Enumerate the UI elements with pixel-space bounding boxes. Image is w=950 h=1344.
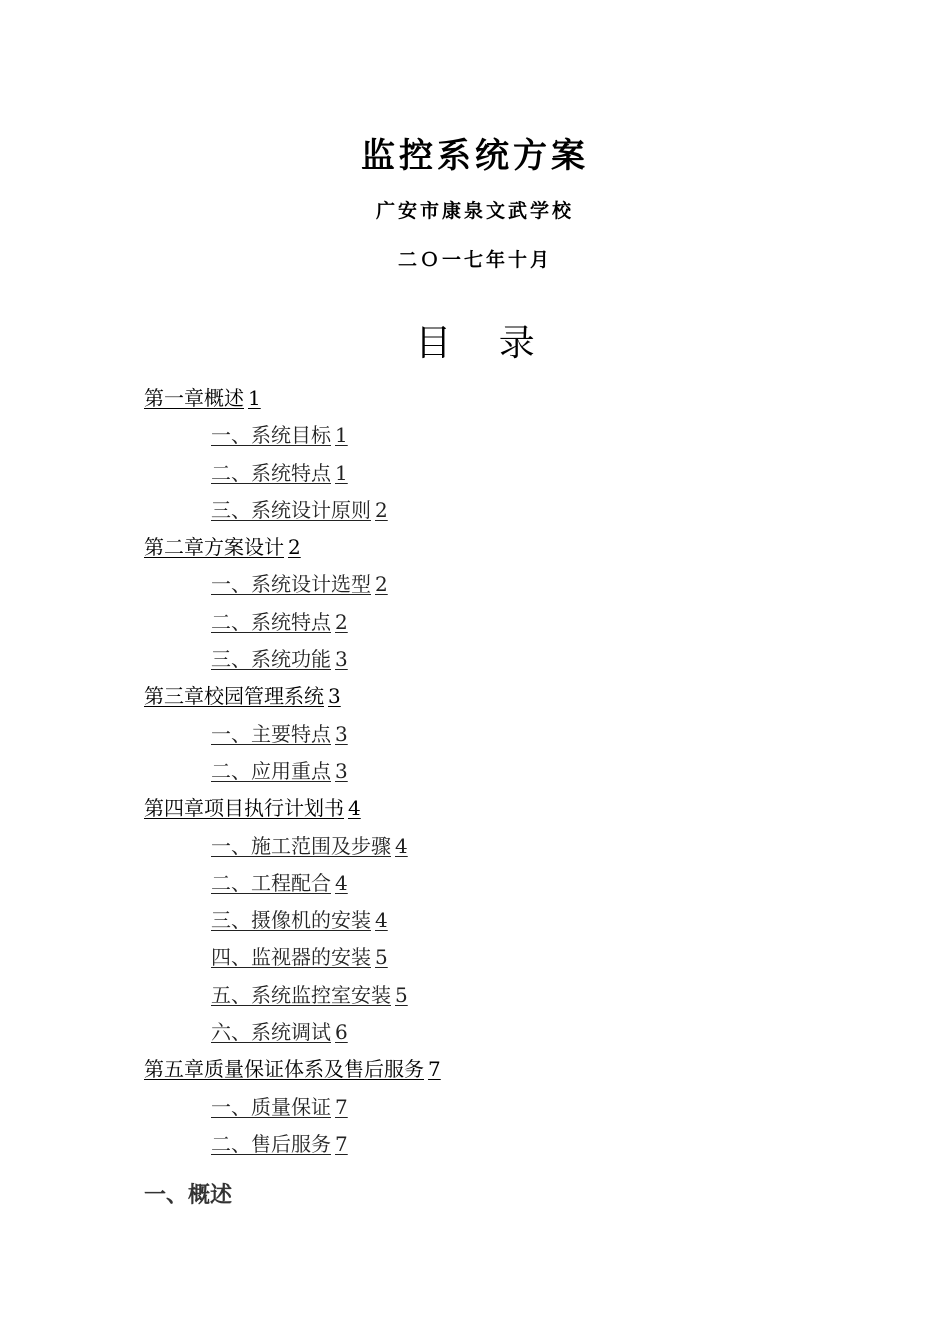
toc-entry-text: 六、系统调试 bbox=[211, 1020, 331, 1045]
toc-link[interactable] bbox=[211, 461, 348, 485]
toc-page-number: 5 bbox=[375, 945, 388, 970]
toc-link[interactable] bbox=[211, 423, 348, 447]
toc-page-number: 1 bbox=[335, 423, 348, 448]
toc-section-entry bbox=[144, 828, 844, 865]
toc-link[interactable] bbox=[211, 908, 388, 932]
toc-entry-text: 二、应用重点 bbox=[211, 758, 331, 783]
toc-entry-text: 第五章质量保证体系及售后服务 bbox=[144, 1057, 424, 1082]
toc-section-entry bbox=[144, 566, 844, 603]
toc-link[interactable] bbox=[211, 647, 348, 671]
toc-page-number: 2 bbox=[288, 535, 301, 560]
toc-page-number: 6 bbox=[335, 1020, 348, 1045]
toc-link[interactable] bbox=[144, 796, 361, 820]
toc-entry-text: 一、施工范围及步骤 bbox=[211, 833, 391, 858]
toc-chapter-entry bbox=[144, 790, 844, 827]
toc-section-entry bbox=[144, 604, 844, 641]
toc-page-number: 2 bbox=[375, 497, 388, 522]
toc-entry-text: 一、主要特点 bbox=[211, 721, 331, 746]
toc-link[interactable] bbox=[211, 1132, 348, 1156]
toc-section-entry bbox=[144, 641, 844, 678]
toc-link[interactable] bbox=[211, 834, 408, 858]
toc-link[interactable] bbox=[211, 610, 348, 634]
toc-page-number: 2 bbox=[375, 572, 388, 597]
toc-link[interactable] bbox=[144, 386, 261, 410]
toc-link[interactable] bbox=[211, 983, 408, 1007]
toc-section-entry bbox=[144, 977, 844, 1014]
toc-entry-text: 四、监视器的安装 bbox=[211, 945, 371, 970]
toc-section-entry bbox=[144, 1089, 844, 1126]
toc-section-entry bbox=[144, 455, 844, 492]
toc-link[interactable] bbox=[211, 1020, 348, 1044]
toc-section-entry bbox=[144, 417, 844, 454]
toc-chapter-entry bbox=[144, 678, 844, 715]
toc-page-number: 5 bbox=[395, 982, 408, 1007]
toc-section-entry bbox=[144, 939, 844, 976]
toc-page-number: 2 bbox=[335, 609, 348, 634]
toc-page-number: 3 bbox=[328, 684, 341, 709]
toc-section-entry bbox=[144, 865, 844, 902]
toc-chapter-entry bbox=[144, 380, 844, 417]
toc-entry-text: 三、系统设计原则 bbox=[211, 497, 371, 522]
toc-entry-text: 二、售后服务 bbox=[211, 1131, 331, 1156]
toc-entry-text: 一、系统设计选型 bbox=[211, 572, 371, 597]
toc-link[interactable] bbox=[144, 684, 341, 708]
toc-page-number: 1 bbox=[248, 386, 261, 410]
toc-entry-text: 一、质量保证 bbox=[211, 1094, 331, 1119]
toc-entry-text: 三、系统功能 bbox=[211, 647, 331, 672]
toc-link[interactable] bbox=[144, 535, 301, 559]
toc-section-entry bbox=[144, 753, 844, 790]
toc-page-number: 3 bbox=[335, 758, 348, 783]
toc-heading: 目 录 bbox=[415, 323, 553, 364]
toc-section-entry bbox=[144, 716, 844, 753]
toc-page-number: 4 bbox=[348, 796, 361, 821]
toc-section-entry bbox=[144, 492, 844, 529]
section-heading: 一、概述 bbox=[144, 1182, 233, 1208]
toc-link[interactable] bbox=[211, 945, 388, 969]
document-title: 监控系统方案 bbox=[361, 136, 589, 176]
toc-chapter-entry bbox=[144, 1051, 844, 1088]
toc-page-number: 4 bbox=[335, 870, 348, 895]
toc-entry-text: 二、系统特点 bbox=[211, 609, 331, 634]
toc-page-number: 7 bbox=[428, 1057, 441, 1082]
toc-entry-text: 二、工程配合 bbox=[211, 870, 331, 895]
toc-entry-text: 第四章项目执行计划书 bbox=[144, 796, 344, 821]
toc-page-number: 3 bbox=[335, 721, 348, 746]
toc-link[interactable] bbox=[211, 572, 388, 596]
toc-page-number: 1 bbox=[335, 460, 348, 485]
school-name: 广安市康泉文武学校 bbox=[375, 200, 574, 222]
toc-link[interactable] bbox=[211, 1095, 348, 1119]
toc-chapter-entry bbox=[144, 529, 844, 566]
toc-entry-text: 第一章概述 bbox=[144, 386, 244, 410]
toc-entry-text: 第三章校园管理系统 bbox=[144, 684, 324, 709]
toc-link[interactable] bbox=[211, 871, 348, 895]
toc-section-entry bbox=[144, 1014, 844, 1051]
table-of-contents bbox=[144, 380, 844, 1163]
toc-page-number: 7 bbox=[335, 1094, 348, 1119]
toc-page-number: 4 bbox=[395, 833, 408, 858]
toc-entry-text: 一、系统目标 bbox=[211, 423, 331, 448]
toc-link[interactable] bbox=[211, 498, 388, 522]
toc-section-entry bbox=[144, 902, 844, 939]
toc-page-number: 3 bbox=[335, 647, 348, 672]
toc-link[interactable] bbox=[211, 759, 348, 783]
toc-link[interactable] bbox=[144, 1057, 441, 1081]
document-date: 二Ｏ一七年十月 bbox=[397, 249, 552, 271]
toc-section-entry bbox=[144, 1126, 844, 1163]
toc-entry-text: 三、摄像机的安装 bbox=[211, 908, 371, 933]
toc-link[interactable] bbox=[211, 722, 348, 746]
toc-entry-text: 第二章方案设计 bbox=[144, 535, 284, 560]
toc-entry-text: 二、系统特点 bbox=[211, 460, 331, 485]
toc-page-number: 7 bbox=[335, 1131, 348, 1156]
toc-page-number: 4 bbox=[375, 908, 388, 933]
toc-entry-text: 五、系统监控室安装 bbox=[211, 982, 391, 1007]
